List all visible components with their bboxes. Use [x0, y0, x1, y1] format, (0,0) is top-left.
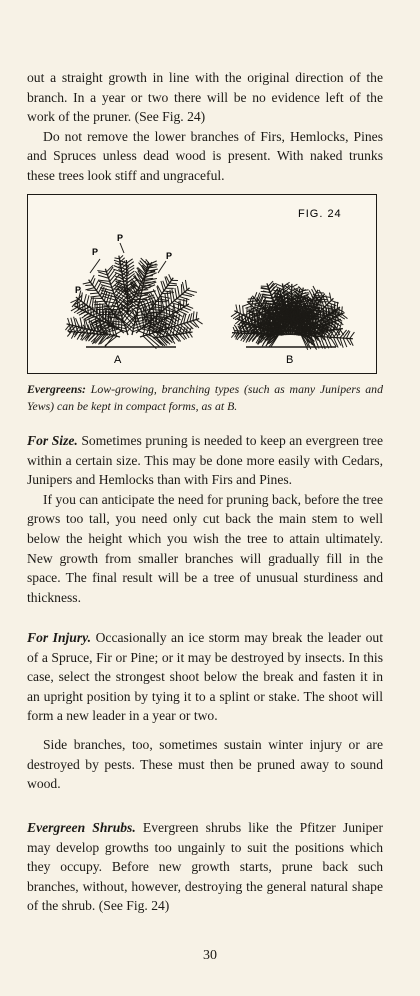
shrub-b-illustration: [231, 281, 354, 350]
size-paragraph-2: If you can anticipate the need for pruning back, before the tree grows too tall, you need only cut back the main stem to well below the height which you wish the tree to attain ultimately. New growth from smaller branches will gradually fill in the space. The final result will be a tree of unusual sturdiness and thickness.: [27, 491, 383, 605]
figure-illustration: [28, 195, 375, 372]
injury-paragraph-2: Side branches, too, sometimes sustain winter injury or are destroyed by pests. These must then be pruned away to sound wood.: [27, 736, 383, 792]
shrubs-heading: Evergreen Shrubs.: [27, 820, 136, 835]
shrubs-section: [27, 818, 383, 916]
size-section: [27, 431, 383, 607]
size-paragraph-1: For Size. Sometimes pruning is needed to keep an evergreen tree within a certain size. This may be done more easily with Cedars, Junipers and Hemlocks than with Firs and Pines.: [27, 433, 383, 488]
caption-text: Low-growing, branching types (such as many Junipers and Yews) can be kept in compact forms, as at B.: [27, 382, 383, 413]
pointer-label-p: P: [92, 247, 99, 257]
shrubs-paragraph-1: Evergreen Shrubs. Evergreen shrubs like the Pfitzer Juniper may develop growths too ungainly to suit the positions which they occupy. Before new growth starts, prune back such branches, without, however, destroying the general natural shape of the shrub. (See Fig. 24): [27, 820, 383, 914]
figure-24: [27, 194, 377, 374]
figure-title: FIG. 24: [298, 208, 342, 220]
shrub-a-illustration: [65, 255, 202, 348]
injury-heading: For Injury.: [27, 630, 92, 645]
figure-label-a: A: [114, 354, 122, 366]
figure-label-b: B: [286, 354, 294, 366]
pointer-label-p: P: [117, 233, 124, 243]
page-number: 30: [203, 948, 217, 963]
pointer-line: [158, 261, 166, 273]
intro-paragraph-1: out a straight growth in line with the original direction of the branch. In a year or two there will be no evidence left of the work of the pruner. (See Fig. 24): [27, 70, 383, 125]
intro-section: [27, 68, 383, 186]
intro-paragraph-2: Do not remove the lower branches of Firs, Hemlocks, Pines and Spruces unless dead wood is present. With naked trunks these trees look stiff and ungraceful.: [27, 128, 383, 183]
pointer-label-p: P: [75, 285, 82, 295]
pointer-label-p: P: [166, 251, 173, 261]
size-heading: For Size.: [27, 433, 78, 448]
pointer-line: [120, 243, 124, 253]
injury-paragraph-1: For Injury. Occasionally an ice storm may break the leader out of a Spruce, Fir or Pine; or it may be destroyed by insects. In this case, select the strongest shoot below the break and fasten it in an upright position by tying it to a splint or stake. The shoot will form a new leader in a year or two.: [27, 630, 384, 724]
injury-section: [27, 628, 383, 794]
figure-caption: [27, 381, 383, 414]
caption-lead: Evergreens:: [27, 382, 86, 396]
